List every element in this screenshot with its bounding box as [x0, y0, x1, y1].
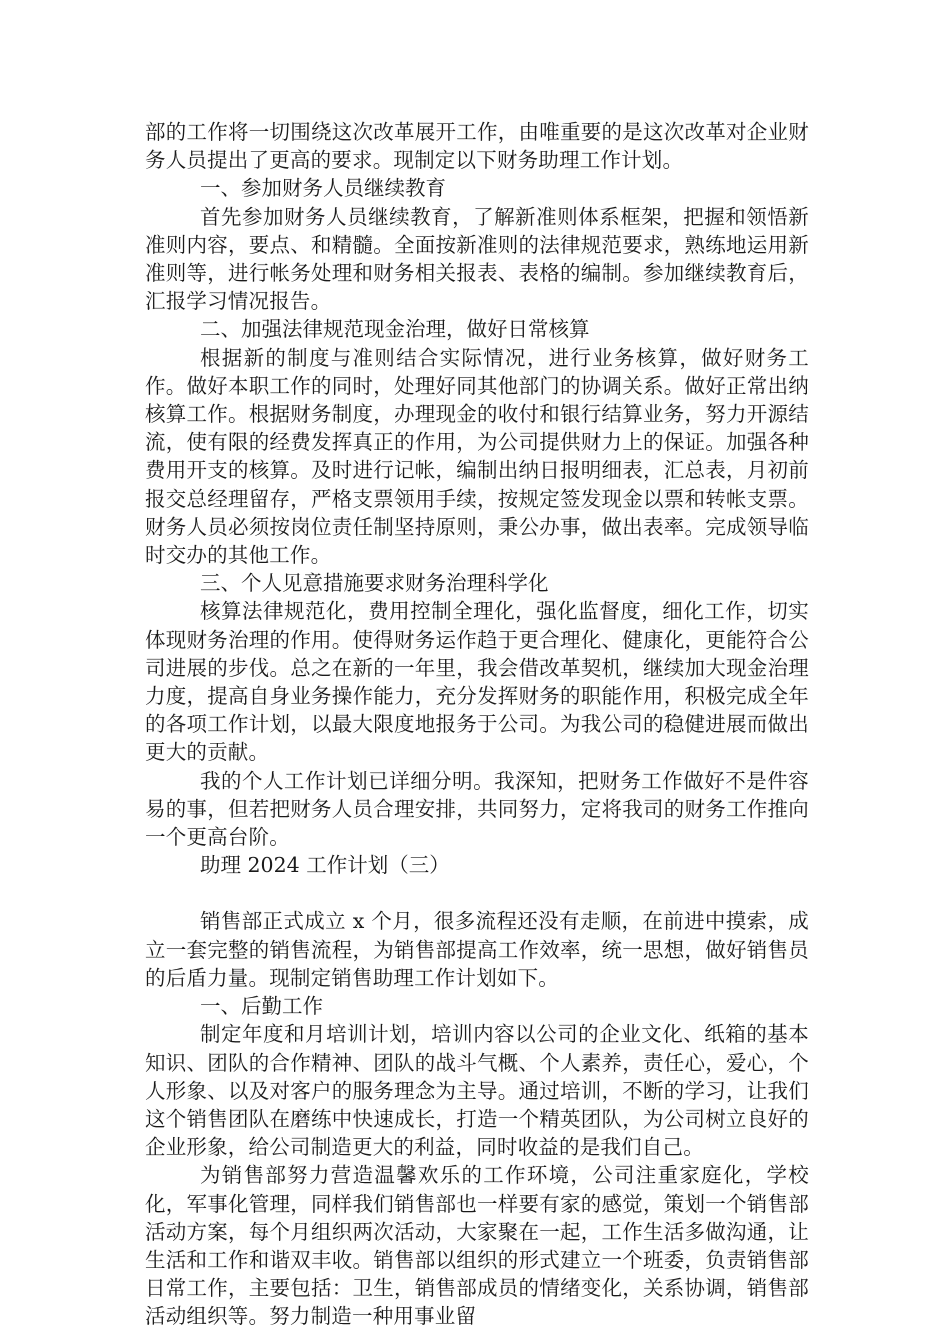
paragraph-scientific-management: 核算法律规范化，费用控制全理化，强化监督度，细化工作，切实体现财务治理的作用。使得财务运作趋于更合理化、健康化，更能符合公司进展的步伐。总之在新的一年里，我会借改革契机，继续加大现金治理力度，提高自身业务操作能力，充分发挥财务的职能作用，积极完成全年的各项工作计划，以最大限度地报务于公司。为我公司的稳健进展而做出更大的贡献。 — [145, 599, 809, 765]
section-heading-logistics: 一、后勤工作 — [200, 994, 323, 1019]
section-heading-continuing-education: 一、参加财务人员继续教育 — [200, 176, 446, 201]
document-section-title: 助理 2024 工作计划（三） — [200, 853, 450, 878]
paragraph-sales-intro: 销售部正式成立 x 个月，很多流程还没有走顺，在前进中摸索，成立一套完整的销售流程，为销售部提高工作效率，统一思想，做好销售员的后盾力量。现制定销售助理工作计划如下。 — [145, 909, 809, 990]
paragraph-continuing-education: 首先参加财务人员继续教育，了解新准则体系框架，把握和领悟新准则内容，要点、和精髓。全面按新准则的法律规范要求，熟练地运用新准则等，进行帐务处理和财务相关报表、表格的编制。参加继续教育后，汇报学习情况报告。 — [145, 204, 809, 314]
paragraph-work-environment: 为销售部努力营造温馨欢乐的工作环境，公司注重家庭化，学校化，军事化管理，同样我们销售部也一样要有家的感觉，策划一个销售部活动方案，每个月组织两次活动，大家聚在一起，工作生活多做沟通，让生活和工作和谐双丰收。销售部以组织的形式建立一个班委，负责销售部日常工作，主要包括：卫生，销售部成员的情绪变化，关系协调，销售部活动组织等。努力制造一种用事业留 — [145, 1163, 809, 1329]
document-body — [145, 118, 809, 1331]
section-heading-cash-management: 二、加强法律规范现金治理，做好日常核算 — [200, 317, 590, 342]
blank-line — [145, 879, 809, 907]
paragraph-training-plan: 制定年度和月培训计划，培训内容以公司的企业文化、纸箱的基本知识、团队的合作精神、团队的战斗气概、个人素养，责任心，爱心，个人形象、以及对客户的服务理念为主导。通过培训，不断的学习，让我们这个销售团队在磨练中快速成长，打造一个精英团队，为公司树立良好的企业形象，给公司制造更大的利益，同时收益的是我们自己。 — [145, 1022, 809, 1160]
paragraph-cash-management: 根据新的制度与准则结合实际情况，进行业务核算，做好财务工作。做好本职工作的同时，处理好同其他部门的协调关系。做好正常出纳核算工作。根据财务制度，办理现金的收付和银行结算业务，努力开源结流，使有限的经费发挥真正的作用，为公司提供财力上的保证。加强各种费用开支的核算。及时进行记帐，编制出纳日报明细表，汇总表，月初前报交总经理留存，严格支票领用手续，按规定签发现金以票和转帐支票。财务人员必须按岗位责任制坚持原则，秉公办事，做出表率。完成领导临时交办的其他工作。 — [145, 345, 809, 568]
section-heading-scientific-management: 三、个人见意措施要求财务治理科学化 — [200, 571, 549, 596]
paragraph-intro-continuation: 部的工作将一切围绕这次改革展开工作，由唯重要的是这次改革对企业财务人员提出了更高的要求。现制定以下财务助理工作计划。 — [145, 120, 809, 173]
paragraph-personal-plan-summary: 我的个人工作计划已详细分明。我深知，把财务工作做好不是件容易的事，但若把财务人员合理安排，共同努力，定将我司的财务工作推向一个更高台阶。 — [145, 768, 809, 850]
